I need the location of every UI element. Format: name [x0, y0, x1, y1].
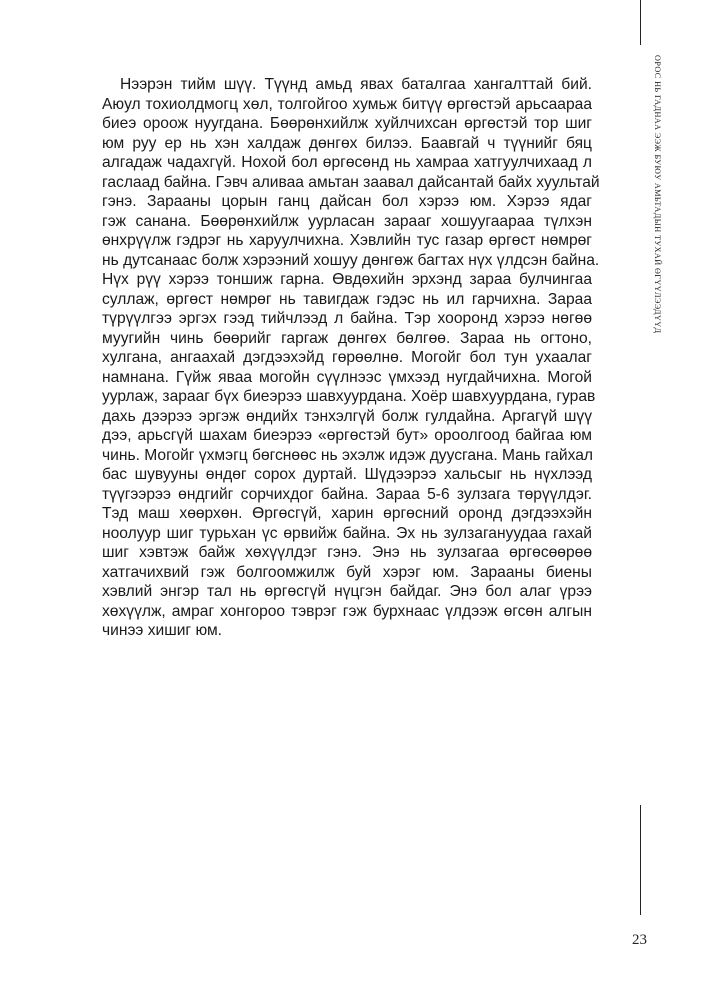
running-head — [650, 55, 664, 385]
text-line: Аюул тохиолдмогц хөл, толгойгоо хумьж битүү өргөстэй арьсаараа — [102, 95, 592, 113]
text-line: бас шувууны өндөг сорох дуртай. Шүдээрээ хальсыг нь нүхлээд — [102, 466, 592, 483]
text-line: намнана. Гүйж яваа могойн сүүлнээс үмхээд нугдайчихна. Могой — [102, 368, 592, 386]
side-rule-top — [640, 0, 641, 45]
text-line: биеэ ороож нуугдана. Бөөрөнхийлж хуйлчихсан өргөстэй тор шиг — [102, 115, 592, 132]
text-line: алгадаж чадахгүй. Нохой бол өргөсөнд нь хамраа хатгуулчихаад л — [102, 154, 592, 171]
running-head-text: ОРОС НЬ ГАДНАА ЭЭЖ БУЮУ АМЬТАДЫН ТУХАЙ ӨГҮҮЛЭЭДҮҮД — [653, 55, 662, 334]
text-line: чинээ хишиг юм. — [102, 622, 223, 639]
text-line: хөхүүлж, амраг хонгороо тэврэг гэж бурхнаас үлдээж өгсөн алгын — [102, 602, 592, 620]
text-line: чинь. Могойг үхмэгц бөгснөөс нь эхэлж идэж дуусгана. Мань гайхал — [102, 446, 594, 464]
text-line: юм руу ер нь хэн халдаж дөнгөх билээ. Баавгай ч түүнийг бяц — [102, 134, 592, 152]
text-line: өнхрүүлж гэдрэг нь харуулчихна. Хэвлийн тус газар өргөст нөмрөг — [102, 232, 592, 249]
text-line: гэж санана. Бөөрөнхийлж уурласан зарааг хошуугаараа түлхэн — [102, 212, 592, 230]
text-line: Нүх рүү хэрээ тоншиж гарна. Өвдөхийн эрхэнд зараа булчингаа — [102, 271, 592, 288]
text-line: түүгээрээ өндгийг сорчихдог байна. Зараа 5-6 зулзага төрүүлдэг. — [102, 485, 592, 503]
text-line: хэвлий энгэр тал нь өргөсгүй нүцгэн байдаг. Энэ бол алаг үрээ — [102, 583, 592, 600]
text-line: гаслаад байна. Гэвч аливаа амьтан заавал дайсантай байх хуультай — [102, 173, 600, 191]
text-line: ноолуур шиг турьхан үс өрвийж байна. Эх нь зулзагануудаа гахай — [102, 524, 592, 542]
text-line: Нээрэн тийм шүү. Түүнд амьд явах баталгаа хангалттай бий. — [120, 76, 592, 93]
text-line: уурлаж, зарааг бүх биеэрээ шавхуурдана. Хоёр шавхуурдана, гурав — [102, 388, 596, 405]
text-line: суллаж, өргөст нөмрөг нь тавигдаж гэдэс нь ил гарчихна. Зараа — [102, 290, 592, 308]
text-line: дээ, арьсгүй шахам биеэрээ «өргөстэй бут» ороолгоод байгаа юм — [102, 427, 592, 444]
text-line: шиг хэвтэж байж хөхүүлдэг гэнэ. Энэ нь зулзагаа өргөсөөрөө — [102, 544, 592, 561]
text-line: гэнэ. Зарааны цорын ганц дайсан бол хэрээ юм. Хэрээ ядаг — [102, 193, 592, 210]
text-line: дахь дээрээ эргэж өндийх тэнхэлгүй болж гулдайна. Аргагүй шүү — [102, 407, 592, 425]
text-line: муугийн чинь бөөрийг гаргаж дөнгөх бөлгөө. Зараа нь огтоно, — [102, 329, 592, 347]
text-line: түрүүлгээ эргэх гээд тийчлээд л байна. Тэр хооронд хэрээ нөгөө — [102, 310, 592, 327]
text-line: Тэд маш хөөрхөн. Өргөсгүй, харин өргөсний оронд дэгдээхэйн — [102, 505, 592, 522]
text-line: нь дутсанаас болж хэрээний хошуу дөнгөж багтах нүх үлдсэн байна. — [102, 251, 600, 269]
text-line: хатгачихвий гэж болгоомжилж буй хэрэг юм. Зарааны биены — [102, 563, 592, 581]
body-paragraph — [102, 75, 600, 641]
text-line: хулгана, ангаахай дэгдээхэйд гөрөөлнө. Могойг бол тун ухаалаг — [102, 349, 592, 366]
page-number: 23 — [632, 932, 647, 948]
side-rule-bottom — [640, 805, 641, 915]
